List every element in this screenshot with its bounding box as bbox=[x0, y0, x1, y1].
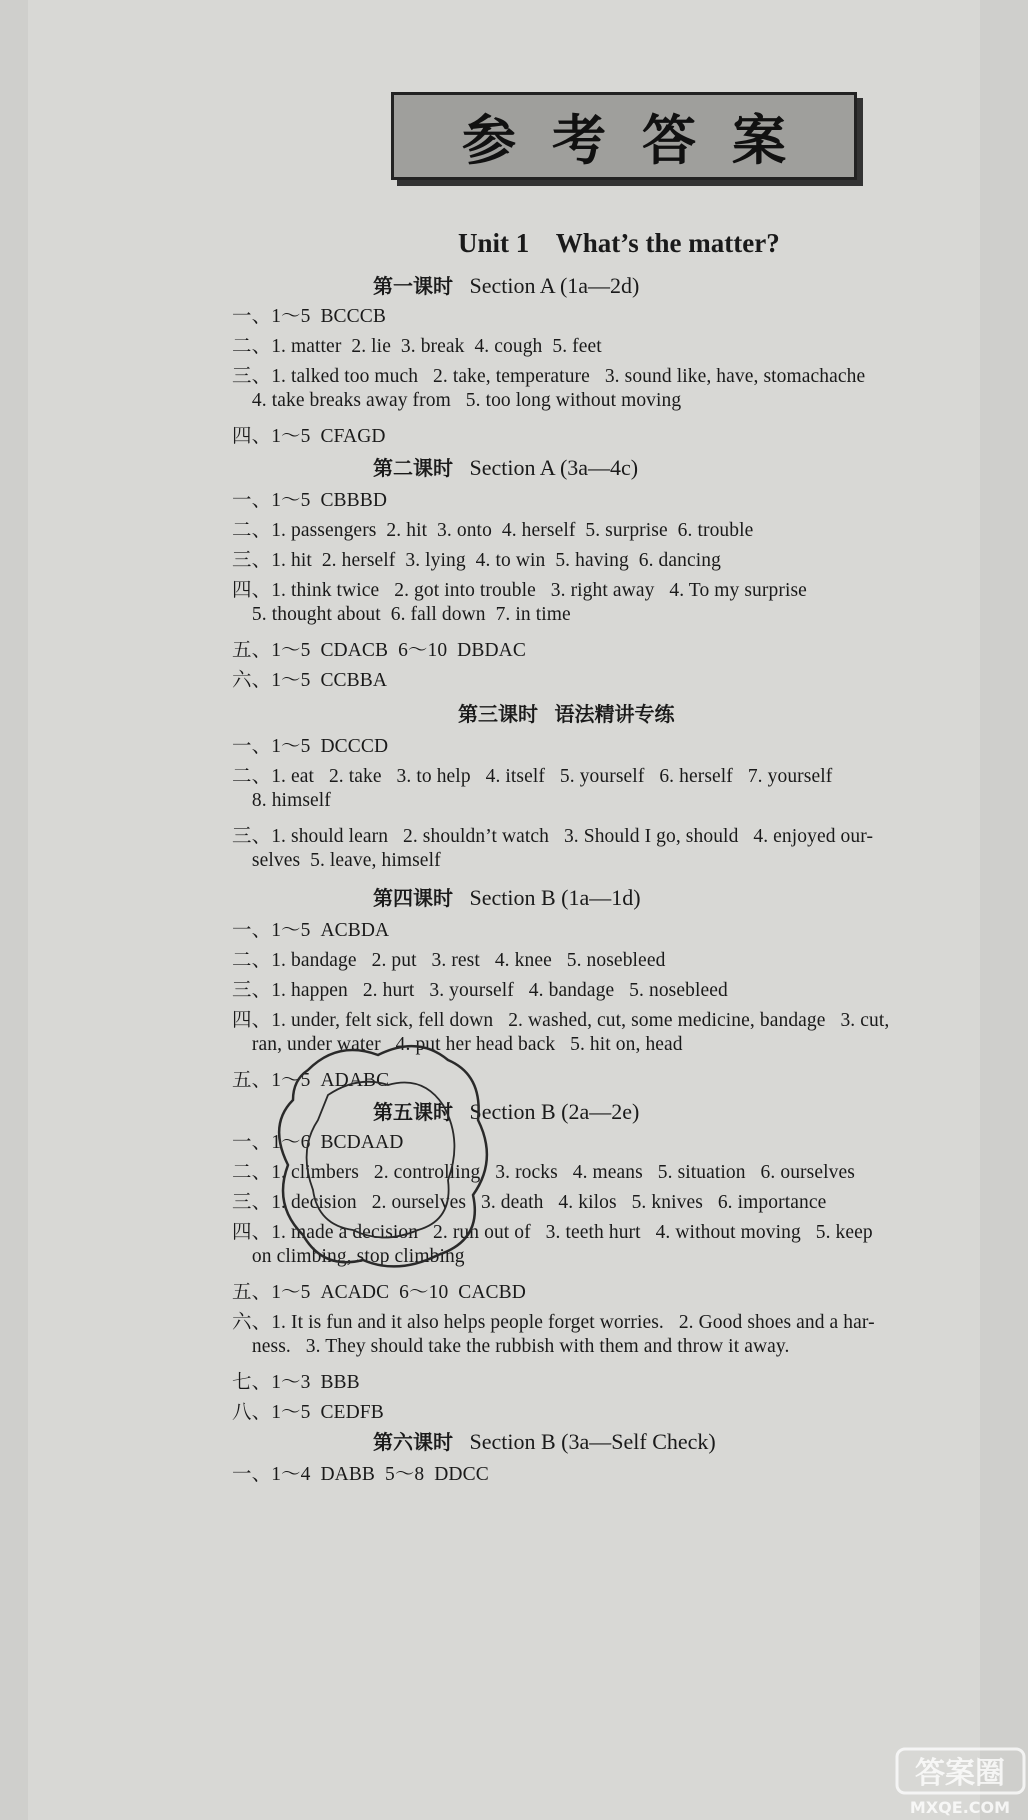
answer-line: 二、1. climbers 2. controlling 3. rocks 4. means 5. situation 6. ourselves bbox=[232, 1162, 855, 1183]
answer-line: 三、1. hit 2. herself 3. lying 4. to win 5. having 6. dancing bbox=[232, 550, 721, 571]
answer-line: 三、1. should learn 2. shouldn’t watch 3. Should I go, should 4. enjoyed our- bbox=[232, 826, 874, 847]
lesson-heading-4 bbox=[373, 882, 641, 911]
lesson-heading-cn: 第五课时 bbox=[373, 1100, 453, 1124]
answer-line: 五、1～5 ACADC 6～10 CACBD bbox=[232, 1282, 526, 1303]
answer-line: 六、1～5 CCBBA bbox=[232, 670, 388, 691]
answer-line: ness. 3. They should take the rubbish with them and throw it away. bbox=[232, 1336, 790, 1357]
watermark-logo bbox=[893, 1745, 1028, 1820]
answer-line: 四、1. made a decision 2. run out of 3. teeth hurt 4. without moving 5. keep bbox=[232, 1222, 873, 1243]
answer-line: 4. take breaks away from 5. too long without moving bbox=[232, 390, 682, 411]
svg-text:答案圈: 答案圈 bbox=[915, 1756, 1005, 1791]
lesson-heading-cn: 第一课时 bbox=[373, 274, 453, 298]
lesson-heading-en: Section A (1a—2d) bbox=[469, 273, 640, 298]
answer-line: 一、1～5 DCCCD bbox=[232, 736, 389, 757]
answer-line: 5. thought about 6. fall down 7. in time bbox=[232, 604, 571, 625]
answer-line: 二、1. matter 2. lie 3. break 4. cough 5. feet bbox=[232, 336, 602, 357]
answer-line: 8. himself bbox=[232, 790, 331, 811]
answer-line: 一、1～5 BCCCB bbox=[232, 306, 386, 327]
answer-line: 四、1～5 CFAGD bbox=[232, 426, 386, 447]
lesson-heading-en: 语法精讲专练 bbox=[554, 702, 675, 726]
answer-line: 五、1～5 ADABC bbox=[232, 1070, 390, 1091]
lesson-heading-cn: 第三课时 bbox=[458, 702, 538, 726]
answer-line: 一、1～6 BCDAAD bbox=[232, 1132, 404, 1153]
answer-page bbox=[28, 0, 1011, 1820]
lesson-heading-2 bbox=[373, 452, 638, 481]
answer-line: 八、1～5 CEDFB bbox=[232, 1402, 384, 1423]
answer-line: 二、1. eat 2. take 3. to help 4. itself 5. yourself 6. herself 7. yourself bbox=[232, 766, 833, 787]
lesson-heading-1 bbox=[373, 270, 639, 299]
lesson-heading-6 bbox=[373, 1426, 716, 1455]
lesson-heading-3 bbox=[458, 698, 675, 727]
svg-text:MXQE.COM: MXQE.COM bbox=[909, 1798, 1011, 1817]
answer-line: 四、1. think twice 2. got into trouble 3. right away 4. To my surprise bbox=[232, 580, 807, 601]
answer-line: 五、1～5 CDACB 6～10 DBDAC bbox=[232, 640, 526, 661]
lesson-heading-en: Section B (2a—2e) bbox=[469, 1099, 640, 1124]
title-banner bbox=[391, 92, 857, 180]
answer-line: 一、1～5 CBBBD bbox=[232, 490, 388, 511]
unit-title: Unit 1 What’s the matter? bbox=[458, 228, 780, 258]
answer-line: 二、1. passengers 2. hit 3. onto 4. herself 5. surprise 6. trouble bbox=[232, 520, 754, 541]
answer-line: 二、1. bandage 2. put 3. rest 4. knee 5. nosebleed bbox=[232, 950, 666, 971]
answer-line: 六、1. It is fun and it also helps people forget worries. 2. Good shoes and a har- bbox=[232, 1312, 875, 1333]
answer-line: on climbing, stop climbing bbox=[232, 1246, 465, 1267]
lesson-heading-en: Section B (3a—Self Check) bbox=[469, 1429, 716, 1454]
answer-line: 七、1～3 BBB bbox=[232, 1372, 360, 1393]
lesson-heading-cn: 第四课时 bbox=[373, 886, 453, 910]
page-title: 参考答案 bbox=[462, 108, 822, 172]
answer-line: selves 5. leave, himself bbox=[232, 850, 441, 871]
answer-line: ran, under water 4. put her head back 5. hit on, head bbox=[232, 1034, 683, 1055]
answer-line: 一、1～5 ACBDA bbox=[232, 920, 390, 941]
lesson-heading-cn: 第二课时 bbox=[373, 456, 453, 480]
answer-line: 四、1. under, felt sick, fell down 2. washed, cut, some medicine, bandage 3. cut, bbox=[232, 1010, 890, 1031]
answer-line: 三、1. talked too much 2. take, temperature 3. sound like, have, stomachache bbox=[232, 366, 866, 387]
lesson-heading-cn: 第六课时 bbox=[373, 1430, 453, 1454]
lesson-heading-en: Section B (1a—1d) bbox=[469, 885, 641, 910]
answer-line: 三、1. happen 2. hurt 3. yourself 4. bandage 5. nosebleed bbox=[232, 980, 728, 1001]
answer-line: 三、1. decision 2. ourselves 3. death 4. kilos 5. knives 6. importance bbox=[232, 1192, 827, 1213]
answer-line: 一、1～4 DABB 5～8 DDCC bbox=[232, 1464, 489, 1485]
lesson-heading-en: Section A (3a—4c) bbox=[469, 455, 639, 480]
library-stamp bbox=[268, 1030, 503, 1280]
